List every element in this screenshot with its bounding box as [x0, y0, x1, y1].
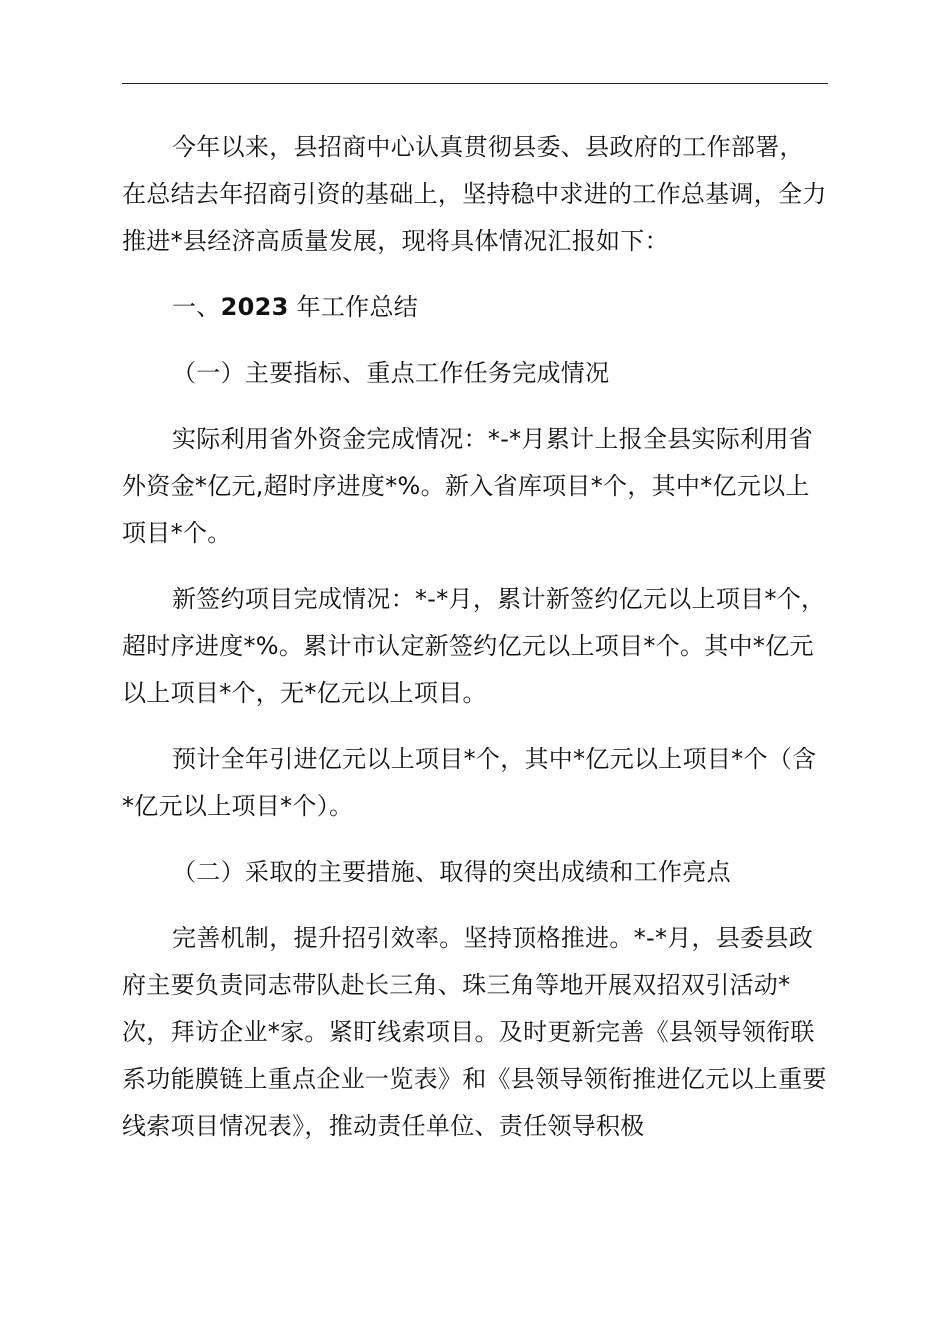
paragraph-funds: 实际利用省外资金完成情况：*-*月累计上报全县实际利用省外资金*亿元,超时序进度*%。新入省库项目*个，其中*亿元以上项目*个。	[122, 425, 814, 547]
section-heading-1-prefix: 一、	[172, 293, 221, 321]
paragraph-intro: 今年以来，县招商中心认真贯彻县委、县政府的工作部署，在总结去年招商引资的基础上，坚持稳中求进的工作总基调，全力推进*县经济高质量发展，现将具体情况汇报如下：	[122, 133, 827, 255]
document-body	[122, 124, 828, 1150]
subsection-heading-1: （一）主要指标、重点工作任务完成情况	[172, 359, 610, 387]
paragraph-forecast: 预计全年引进亿元以上项目*个，其中*亿元以上项目*个（含*亿元以上项目*个）。	[122, 745, 817, 820]
header-rule	[122, 83, 828, 84]
paragraph-signed: 新签约项目完成情况：*-*月，累计新签约亿元以上项目*个，超时序进度*%。累计市认定新签约亿元以上项目*个。其中*亿元以上项目*个，无*亿元以上项目。	[122, 585, 826, 707]
section-heading-1-year: 2023	[220, 293, 289, 321]
subsection-heading-2: （二）采取的主要措施、取得的突出成绩和工作亮点	[172, 858, 731, 886]
paragraph-mechanism: 完善机制，提升招引效率。坚持顶格推进。*-*月，县委县政府主要负责同志带队赴长三角、珠三角等地开展双招双引活动*次，拜访企业*家。紧盯线索项目。及时更新完善《县领导领衔联系功能膜链上重点企业一览表》和《县领导领衔推进亿元以上重要线索项目情况表》，推动责任单位、责任领导积极	[122, 924, 827, 1140]
section-heading-1-text: 年工作总结	[288, 293, 419, 321]
section-heading-1	[122, 284, 828, 331]
